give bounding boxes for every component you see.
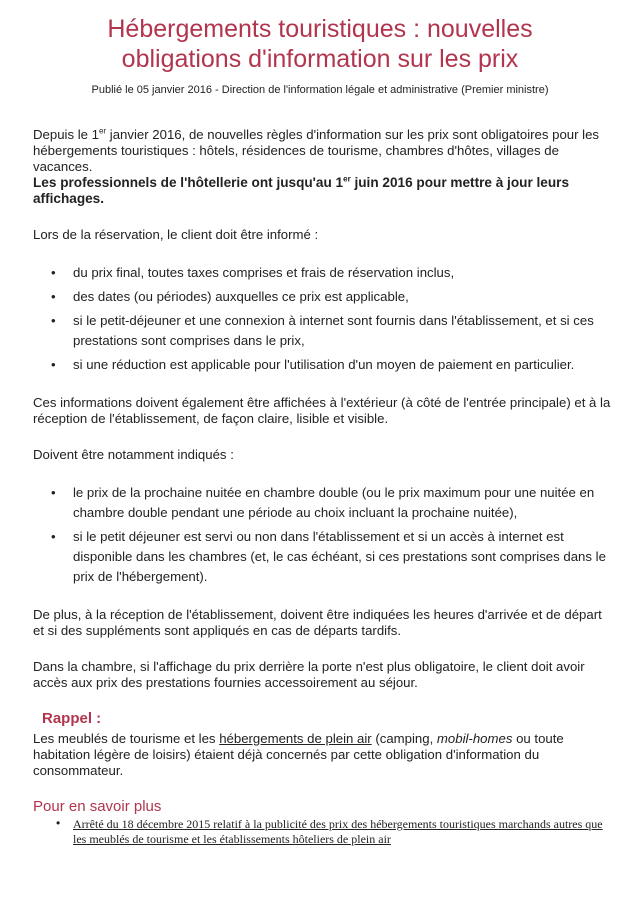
- bullet-icon: •: [51, 289, 56, 304]
- arrete-link[interactable]: Arrêté du 18 décembre 2015 relatif à la publicité des prix des hébergements touristiques marchands autres que les meublés de tourisme et les établissements hôteliers de plein air: [73, 817, 603, 846]
- bullet-icon: •: [51, 529, 56, 544]
- room-paragraph: Dans la chambre, si l'affichage du prix derrière la porte n'est plus obligatoire, le client doit avoir accès aux prix des prestations fournies accessoirement au séjour.: [33, 659, 585, 690]
- plein-air-link[interactable]: hébergements de plein air: [219, 731, 372, 746]
- rappel-heading: Rappel :: [42, 710, 102, 727]
- publication-byline: Publié le 05 janvier 2016 - Direction de l'information légale et administrative (Premier ministre): [91, 84, 549, 96]
- title-line-1: Hébergements touristiques : nouvelles: [107, 15, 533, 43]
- list-item: [33, 817, 611, 847]
- page-title: [0, 14, 640, 74]
- list-item: • des dates (ou périodes) auxquelles ce prix est applicable,: [33, 287, 611, 307]
- list-item: • du prix final, toutes taxes comprises et frais de réservation inclus,: [33, 263, 611, 283]
- list-item: • si le petit-déjeuner et une connexion à internet sont fournis dans l'établissement, et si ces prestations sont comprises dans le prix,: [51, 313, 594, 348]
- article-body: [33, 127, 611, 847]
- list-item: • si le petit déjeuner est servi ou non dans l'établissement et si un accès à internet est disponible dans les chambres (et, le cas échéant, si ces prestations sont comprises dans le prix de l'hébergement).: [51, 529, 606, 584]
- rappel-paragraph: Les meublés de tourisme et les hébergements de plein air (camping, mobil-homes ou toute habitation légère de loisirs) étaient déjà concernés par cette obligation d'information du consommateur.: [33, 731, 564, 778]
- intro-paragraph: Depuis le 1er janvier 2016, de nouvelles règles d'information sur les prix sont obligatoires pour les hébergements touristiques : hôtels, résidences de tourisme, chambres d'hôtes, villages de vacances.: [33, 126, 600, 174]
- more-info-heading: Pour en savoir plus: [33, 798, 162, 815]
- list-item: • si une réduction est applicable pour l'utilisation d'un moyen de paiement en particulier.: [33, 355, 611, 375]
- title-line-2: obligations d'information sur les prix: [121, 45, 519, 73]
- list-item: • le prix de la prochaine nuitée en chambre double (ou le prix maximum pour une nuitée en chambre double pendant une période au choix incluant la prochaine nuitée),: [51, 485, 595, 520]
- reservation-list: [33, 263, 611, 375]
- bullet-icon: •: [51, 485, 56, 500]
- bullet-icon: •: [56, 816, 61, 830]
- bullet-icon: •: [51, 357, 56, 372]
- bullet-icon: •: [51, 313, 56, 328]
- deadline-notice: Les professionnels de l'hôtellerie ont jusqu'au 1er juin 2016 pour mettre à jour leurs affichages.: [33, 174, 570, 206]
- display-paragraph: Ces informations doivent également être affichées à l'extérieur (à côté de l'entrée principale) et à la réception de l'établissement, de façon claire, lisible et visible.: [33, 395, 611, 426]
- bullet-icon: •: [51, 265, 56, 280]
- reservation-heading: Lors de la réservation, le client doit être informé :: [33, 227, 319, 242]
- reception-paragraph: De plus, à la réception de l'établissement, doivent être indiquées les heures d'arrivée et de départ et si des suppléments sont appliqués en cas de départs tardifs.: [33, 607, 602, 638]
- indicated-heading: Doivent être notamment indiqués :: [33, 447, 234, 462]
- indicated-list: [33, 483, 611, 587]
